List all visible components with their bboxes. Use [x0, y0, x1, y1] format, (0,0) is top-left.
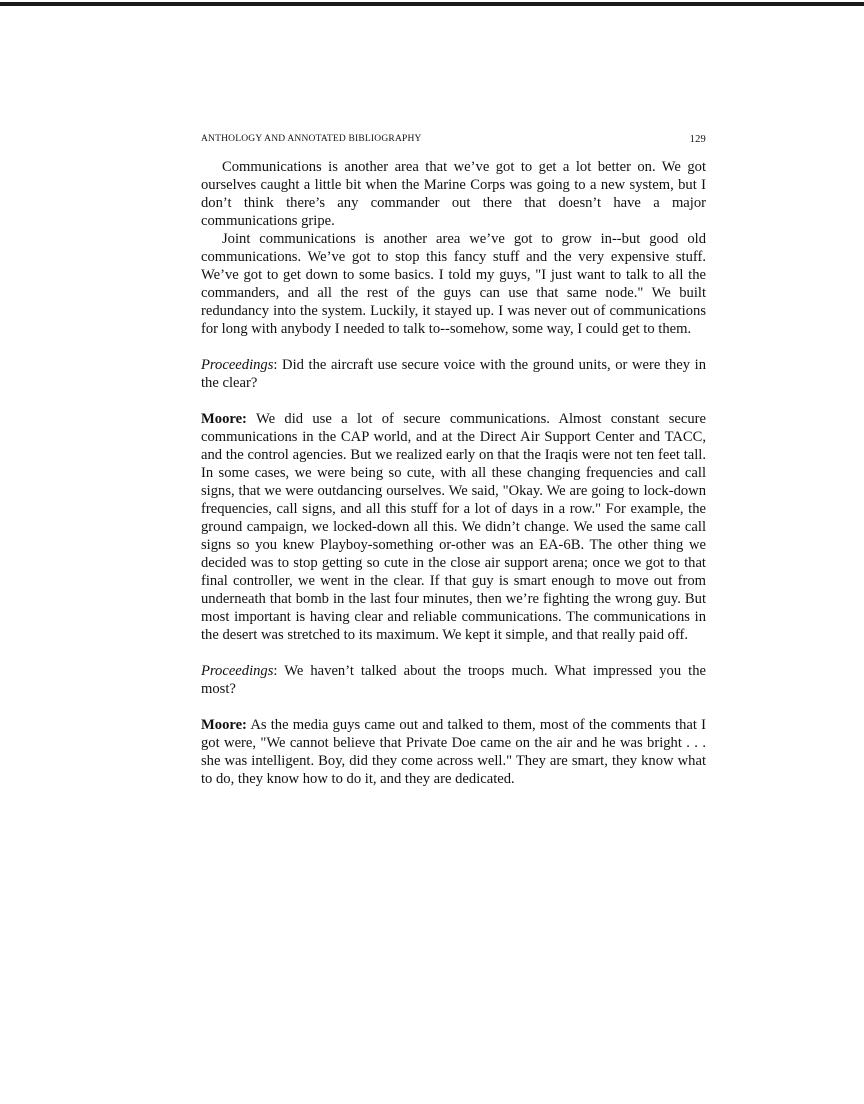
- answer-text: As the media guys came out and talked to them, most of the comments that I got were, "We cannot believe that Private Doe came on the air and he was bright . . . she was intelligent. Boy, did they come across well." They are smart, they know what to do, they know how to do it, and they are dedicated.: [201, 717, 706, 787]
- paragraph-text: Joint communications is another area we’ve got to grow in--but good old communications. We’ve got to stop this fancy stuff and the very expensive stuff. We’ve got to get down to some basics. I told my guys, "I just want to talk to all the commanders, and all the rest of the guys can use that same node." We built redundancy into the system. Luckily, it stayed up. I was never out of communications for long with anybody I needed to talk to--somehow, some way, I could get to them.: [201, 231, 706, 337]
- paragraph-text: Communications is another area that we’ve got to get a lot better on. We got ourselves caught a little bit when the Marine Corps was going to a new system, but I don’t think there’s any commander out there that doesn’t have a major communications gripe.: [201, 159, 706, 229]
- question-text: : Did the aircraft use secure voice with the ground units, or were they in the clear?: [201, 357, 706, 391]
- interviewer-label: Proceedings: [201, 357, 274, 373]
- interviewer-label: Proceedings: [201, 663, 274, 679]
- question-secure-voice: [201, 356, 706, 392]
- answer-troops: [201, 716, 706, 788]
- speaker-label: Moore:: [201, 717, 247, 733]
- question-text: : We haven’t talked about the troops much. What impressed you the most?: [201, 663, 706, 697]
- answer-text: We did use a lot of secure communications. Almost constant secure communications in the CAP world, and at the Direct Air Support Center and TACC, and the control agencies. But we realized early on that the Iraqis were not ten feet tall. In some cases, we were being so cute, with all these changing frequencies and call signs, that we were outdancing ourselves. We said, "Okay. We are going to lock-down frequencies, call signs, and all this stuff for a lot of days in a row." For example, the ground campaign, we locked-down all this. We didn’t change. We used the same call signs so you knew Playboy-something or-other was an EA-6B. The other thing we decided was to stop getting so cute in the close air support arena; once we got to that final controller, we went in the clear. If that guy is smart enough to move out from underneath that bomb in the last four minutes, then we’re fighting the wrong guy. But most important is having clear and reliable communications. The communications in the desert was stretched to its maximum. We kept it simple, and that really paid off.: [201, 411, 706, 643]
- top-rule: [0, 2, 864, 6]
- page-number: 129: [689, 134, 706, 145]
- answer-secure-communications: [201, 410, 706, 644]
- speaker-label: Moore:: [201, 411, 247, 427]
- question-troops: [201, 662, 706, 698]
- paragraph-communications: [201, 158, 706, 230]
- paragraph-joint-communications: [201, 230, 706, 338]
- running-head: [201, 134, 706, 150]
- running-head-title: ANTHOLOGY AND ANNOTATED BIBLIOGRAPHY: [201, 134, 422, 144]
- body-text: [201, 158, 706, 788]
